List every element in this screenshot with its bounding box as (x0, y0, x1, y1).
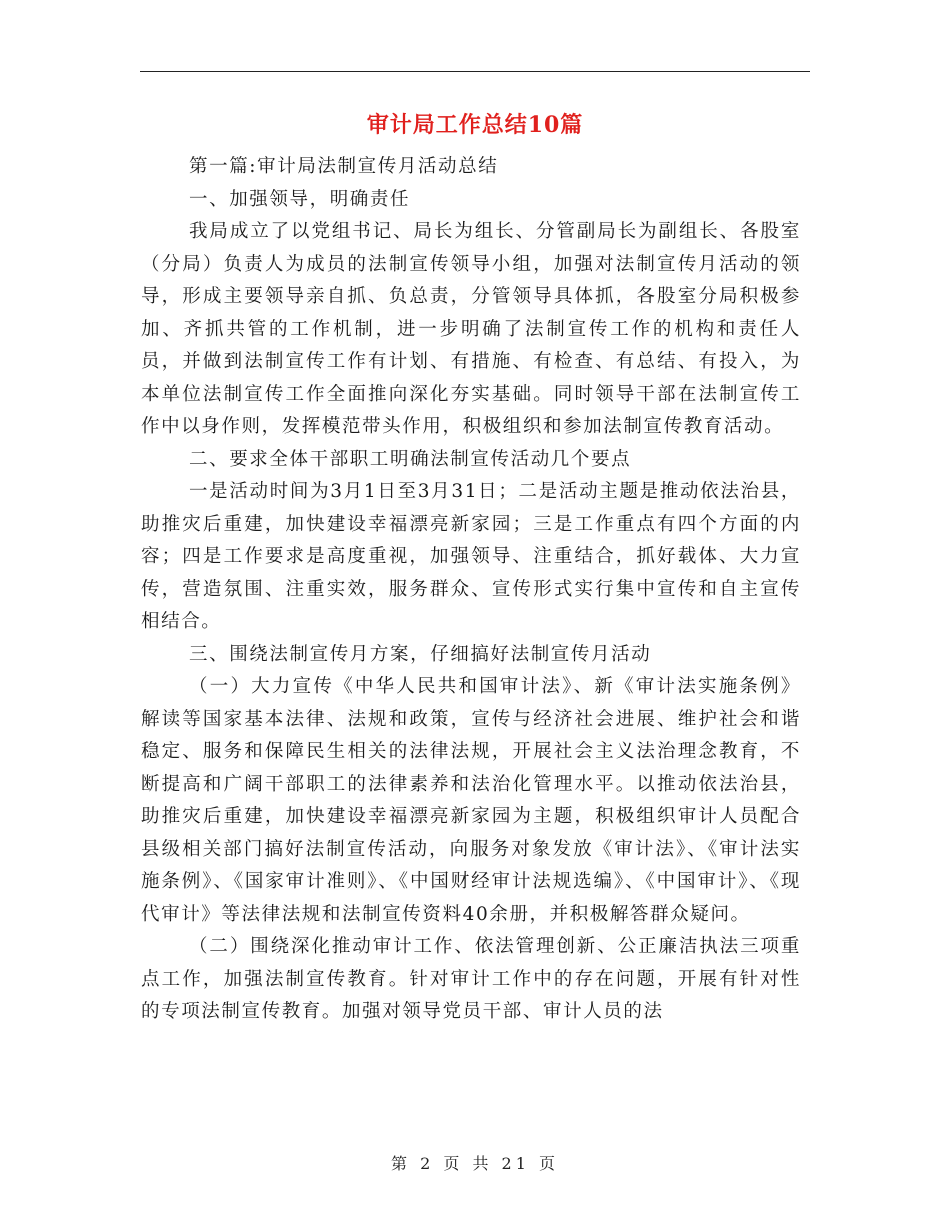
section-heading-3: 三、围绕法制宣传月方案，仔细搞好法制宣传月活动 (189, 643, 652, 665)
section-heading-2: 二、要求全体干部职工明确法制宣传活动几个要点 (189, 448, 632, 470)
document-body (141, 151, 801, 1029)
document-title: 审计局工作总结10篇 (366, 112, 584, 138)
body-paragraph: （二）围绕深化推动审计工作、依法管理创新、公正廉洁执法三项重点工作，加强法制宣传教育。针对审计工作中的存在问题，开展有针对性的专项法制宣传教育。加强对领导党员干部、审计人员的法 (141, 936, 801, 1022)
page-number: 第 2 页 共 21 页 (391, 1154, 559, 1173)
body-paragraph: 我局成立了以党组书记、局长为组长、分管副局长为副组长、各股室（分局）负责人为成员的法制宣传领导小组，加强对法制宣传月活动的领导，形成主要领导亲自抓、负总责，分管领导具体抓，各股室分局积极参加、齐抓共管的工作机制，进一步明确了法制宣传工作的机构和责任人员，并做到法制宣传工作有计划、有措施、有检查、有总结、有投入，为本单位法制宣传工作全面推向深化夯实基础。同时领导干部在法制宣传工作中以身作则，发挥模范带头作用，积极组织和参加法制宣传教育活动。 (141, 221, 801, 437)
body-paragraph: 一是活动时间为3月1日至3月31日；二是活动主题是推动依法治县，助推灾后重建，加快建设幸福漂亮新家园；三是工作重点有四个方面的内容；四是工作要求是高度重视，加强领导、注重结合，抓好载体、大力宣传，营造氛围、注重实效，服务群众、宣传形式实行集中宣传和自主宣传相结合。 (141, 481, 801, 632)
chapter-heading: 第一篇:审计局法制宣传月活动总结 (189, 156, 499, 177)
body-paragraph: （一）大力宣传《中华人民共和国审计法》、新《审计法实施条例》解读等国家基本法律、法规和政策，宣传与经济社会进展、维护社会和谐稳定、服务和保障民生相关的法律法规，开展社会主义法治理念教育，不断提高和广阔干部职工的法律素养和法治化管理水平。以推动依法治县，助推灾后重建，加快建设幸福漂亮新家园为主题，积极组织审计人员配合县级相关部门搞好法制宣传活动，向服务对象发放《审计法》、《审计法实施条例》、《国家审计准则》、《中国财经审计法规选编》、《中国审计》、《现代审计》等法律法规和法制宣传资料40余册，并积极解答群众疑问。 (141, 676, 801, 925)
section-heading-1: 一、加强领导，明确责任 (189, 188, 411, 210)
header-rule (140, 71, 810, 72)
